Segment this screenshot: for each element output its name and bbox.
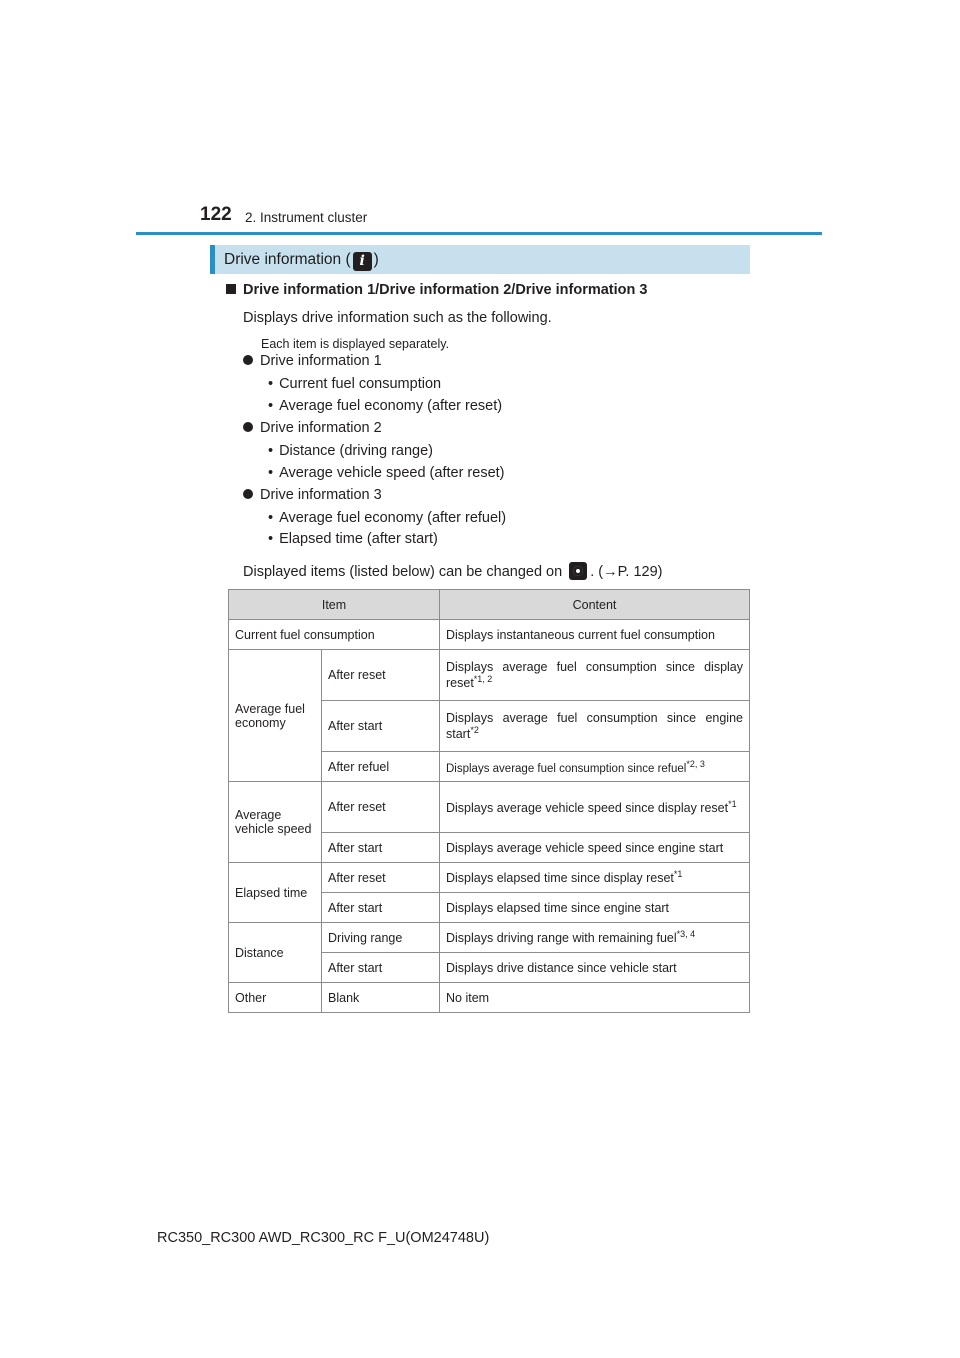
settings-icon [569, 562, 587, 580]
note-text: Each item is displayed separately. [261, 337, 450, 351]
group-2-item-2: • Average vehicle speed (after reset) [268, 465, 505, 481]
table-row: After refuel Displays average fuel consumption since refuel$^{*2, 3}$ [229, 752, 750, 782]
table-row: Current fuel consumption Displays instantaneous current fuel consumption [229, 620, 750, 650]
intro-text: Displays drive information such as the following. [243, 310, 552, 326]
group-2-label: Drive information 2 [243, 420, 382, 436]
section-title-start: Drive information ( [224, 250, 351, 268]
subheading-text: Drive information 1/Drive information 2/Drive information 3 [243, 282, 648, 298]
bullet-icon [243, 355, 253, 365]
table-row: After start Displays average vehicle speed since engine start [229, 833, 750, 863]
footer-doc-code: RC350_RC300 AWD_RC300_RC F_U(OM24748U) [157, 1230, 490, 1246]
table-row: Average vehicle speed After reset Displays average vehicle speed since display reset$^{*1}$ [229, 782, 750, 833]
group-3-item-2: • Elapsed time (after start) [268, 531, 438, 547]
table-row: After start Displays drive distance since vehicle start [229, 953, 750, 983]
chapter-title: 2. Instrument cluster [245, 210, 368, 225]
table-row: After start Displays elapsed time since engine start [229, 893, 750, 923]
group-1-label: Drive information 1 [243, 353, 382, 369]
group-2-item-1: • Distance (driving range) [268, 443, 434, 459]
table-row: After start Displays average fuel consumption since engine start$^{*2}$ [229, 701, 750, 752]
subheading [226, 282, 647, 298]
bullet-icon [243, 422, 253, 432]
table-row: Other Blank No item [229, 983, 750, 1013]
table-header-row [229, 590, 750, 620]
header-item: Item [229, 590, 440, 620]
header-divider [136, 232, 822, 235]
group-3-item-1: • Average fuel economy (after refuel) [268, 510, 507, 526]
square-bullet-icon [226, 284, 236, 294]
group-1-item-2: • Average fuel economy (after reset) [268, 398, 503, 414]
display-items-note: Displayed items (listed below) can be changed on . (→P. 129) [243, 564, 663, 580]
header-content: Content [440, 590, 750, 620]
group-1-item-1: • Current fuel consumption [268, 376, 442, 392]
bullet-icon [243, 489, 253, 499]
section-title-end: ) [373, 250, 379, 268]
table-row: Distance Driving range Displays driving range with remaining fuel$^{*3, 4}$ [229, 923, 750, 953]
group-3-label: Drive information 3 [243, 487, 382, 503]
table-row: Average fuel economy After reset Displays average fuel consumption since display reset$^{*1, 2}$ [229, 650, 750, 701]
drive-info-table [228, 589, 750, 1013]
table-row: Elapsed time After reset Displays elapsed time since display reset$^{*1}$ [229, 863, 750, 893]
info-icon: i [353, 252, 372, 271]
section-heading [210, 245, 750, 274]
page-number: 122 [200, 204, 232, 225]
